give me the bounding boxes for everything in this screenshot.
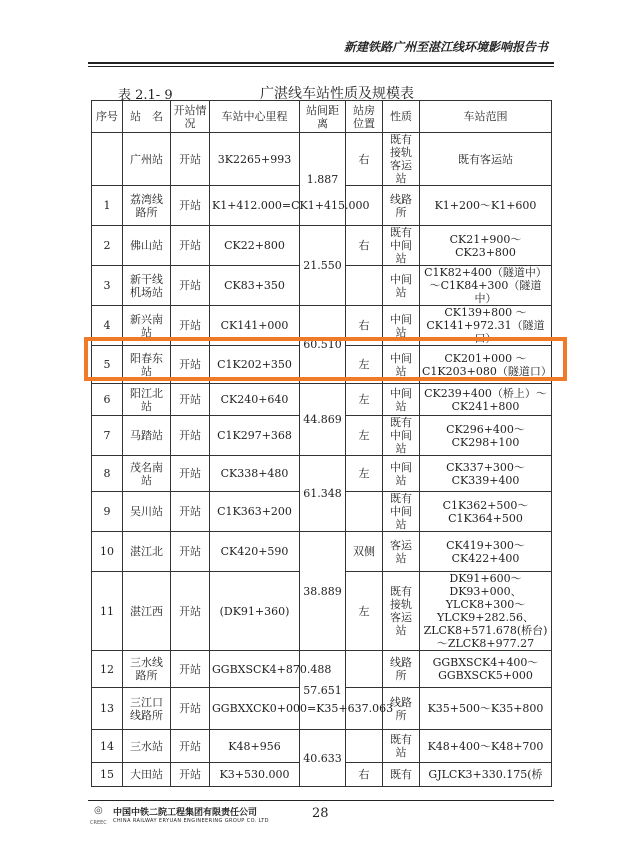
cell-pos [346, 651, 383, 688]
cell-pos: 双侧 [346, 532, 383, 572]
cell-pos: 右 [346, 306, 383, 346]
table-row [92, 226, 552, 266]
cell-center: CK83+350 [210, 266, 300, 306]
cell-open: 开站 [171, 730, 210, 763]
cell-open: 开站 [171, 306, 210, 346]
highlight-box [84, 337, 567, 381]
cell-no [92, 133, 123, 186]
cell-open: 开站 [171, 763, 210, 787]
cell-nature: 线路所 [383, 688, 420, 730]
cell-center: C1K297+368 [210, 416, 300, 456]
cell-open: 开站 [171, 456, 210, 492]
cell-nature: 既有站 [383, 730, 420, 763]
cell-no: 7 [92, 416, 123, 456]
cell-nature: 既有中间站 [383, 416, 420, 456]
cell-range: C1K362+500～C1K364+500 [420, 492, 552, 532]
cell-center: K48+956 [210, 730, 300, 763]
cell-open: 开站 [171, 492, 210, 532]
cell-distance: 21.550 [300, 226, 346, 306]
cell-open: 开站 [171, 572, 210, 651]
cell-name: 阳春东站 [123, 346, 171, 384]
cell-range: K1+200～K1+600 [420, 186, 552, 226]
cell-distance: 61.348 [300, 456, 346, 532]
cell-distance: 60.510 [300, 306, 346, 384]
cell-name: 湛江西 [123, 572, 171, 651]
station-table [91, 100, 552, 787]
cell-no: 9 [92, 492, 123, 532]
cell-open: 开站 [171, 133, 210, 186]
cell-nature: 中间站 [383, 306, 420, 346]
cell-range: K35+500～K35+800 [420, 688, 552, 730]
cell-open: 开站 [171, 186, 210, 226]
header-rule [88, 62, 554, 64]
cell-distance: 57.651 [300, 651, 346, 730]
cell-range: CK21+900～CK23+800 [420, 226, 552, 266]
cell-range: K48+400～K48+700 [420, 730, 552, 763]
cell-range: GJLCK3+330.175(桥 [420, 763, 552, 787]
cell-pos [346, 266, 383, 306]
cell-pos: 右 [346, 133, 383, 186]
cell-open: 开站 [171, 532, 210, 572]
cell-no: 2 [92, 226, 123, 266]
cell-nature: 中间站 [383, 266, 420, 306]
col-header: 站 名 [123, 101, 171, 133]
report-header-title: 新建铁路广州至湛江线环境影响报告书 [343, 40, 548, 54]
table-row [92, 384, 552, 416]
cell-range: GGBXSCK4+400～GGBXSCK5+000 [420, 651, 552, 688]
cell-distance: 38.889 [300, 532, 346, 651]
table-row [92, 651, 552, 688]
col-header: 站房位置 [346, 101, 383, 133]
cell-center: K3+530.000 [210, 763, 300, 787]
cell-no: 4 [92, 306, 123, 346]
cell-no: 3 [92, 266, 123, 306]
table-row [92, 456, 552, 492]
cell-pos: 右 [346, 226, 383, 266]
table-header-row [92, 101, 552, 133]
cell-center: C1K202+350 [210, 346, 300, 384]
cell-pos: 左 [346, 572, 383, 651]
cell-nature: 既有中间站 [383, 226, 420, 266]
cell-name: 马踏站 [123, 416, 171, 456]
cell-name: 新兴南站 [123, 306, 171, 346]
cell-range: CK239+400（桥上）～CK241+800 [420, 384, 552, 416]
footer-rule [88, 800, 554, 801]
cell-nature: 客运站 [383, 532, 420, 572]
cell-name: 大田站 [123, 763, 171, 787]
cell-no: 8 [92, 456, 123, 492]
cell-no: 5 [92, 346, 123, 384]
cell-nature: 中间站 [383, 346, 420, 384]
col-header: 序号 [92, 101, 123, 133]
cell-nature: 既有 [383, 763, 420, 787]
logo-caption: CREEC [90, 820, 107, 826]
table-number: 表 2.1- 9 [118, 88, 173, 103]
header-rule-thin [88, 66, 554, 67]
cell-open: 开站 [171, 384, 210, 416]
cell-nature: 线路所 [383, 186, 420, 226]
cell-range: CK139+800 ～CK141+972.31（隧道口） [420, 306, 552, 346]
table-row [92, 730, 552, 763]
cell-pos: 左 [346, 346, 383, 384]
table-row [92, 133, 552, 186]
table-row [92, 532, 552, 572]
cell-open: 开站 [171, 416, 210, 456]
company-logo-icon: ◎ [94, 805, 103, 816]
cell-nature: 既有接轨客运站 [383, 133, 420, 186]
cell-nature: 线路所 [383, 651, 420, 688]
footer-company-cn: 中国中铁二院工程集团有限责任公司 [113, 808, 258, 818]
col-header: 车站中心里程 [210, 101, 300, 133]
cell-center: C1K363+200 [210, 492, 300, 532]
cell-range: DK91+600～DK93+000、YLCK8+300～YLCK9+282.56、ZLCK8+571.678(桥台)～ZLCK8+977.27 [420, 572, 552, 651]
cell-no: 12 [92, 651, 123, 688]
cell-name: 茂名南站 [123, 456, 171, 492]
cell-nature: 中间站 [383, 456, 420, 492]
cell-range: CK419+300～CK422+400 [420, 532, 552, 572]
cell-open: 开站 [171, 651, 210, 688]
col-header: 开站情况 [171, 101, 210, 133]
cell-pos: 左 [346, 416, 383, 456]
cell-no: 10 [92, 532, 123, 572]
cell-open: 开站 [171, 226, 210, 266]
cell-name: 吴川站 [123, 492, 171, 532]
cell-pos: 左 [346, 456, 383, 492]
table-title: 广湛线车站性质及规模表 [260, 86, 414, 102]
cell-nature: 既有接轨客运站 [383, 572, 420, 651]
cell-distance: 1.887 [300, 133, 346, 226]
cell-center: CK240+640 [210, 384, 300, 416]
col-header: 车站范围 [420, 101, 552, 133]
cell-range: 既有客运站 [420, 133, 552, 186]
cell-no: 11 [92, 572, 123, 651]
cell-nature: 中间站 [383, 384, 420, 416]
cell-name: 广州站 [123, 133, 171, 186]
cell-center: CK22+800 [210, 226, 300, 266]
cell-no: 1 [92, 186, 123, 226]
cell-open: 开站 [171, 688, 210, 730]
cell-name: 湛江北 [123, 532, 171, 572]
cell-range: CK296+400～CK298+100 [420, 416, 552, 456]
cell-distance: 44.869 [300, 384, 346, 456]
cell-name: 荔湾线路所 [123, 186, 171, 226]
cell-center: (DK91+360) [210, 572, 300, 651]
cell-name: 佛山站 [123, 226, 171, 266]
cell-center: CK338+480 [210, 456, 300, 492]
page-number: 28 [312, 806, 329, 821]
cell-pos [346, 730, 383, 763]
cell-range: CK337+300～CK339+400 [420, 456, 552, 492]
cell-pos [346, 492, 383, 532]
cell-center: GGBXSCK4+870.488 [210, 651, 300, 688]
col-header: 站间距离 [300, 101, 346, 133]
cell-name: 三水线路所 [123, 651, 171, 688]
cell-center: K1+412.000=CK1+415.000 [210, 186, 300, 226]
cell-no: 6 [92, 384, 123, 416]
cell-name: 新干线机场站 [123, 266, 171, 306]
cell-name: 三江口线路所 [123, 688, 171, 730]
cell-range: CK201+000 ～C1K203+080（隧道口） [420, 346, 552, 384]
col-header: 性质 [383, 101, 420, 133]
cell-open: 开站 [171, 266, 210, 306]
cell-no: 13 [92, 688, 123, 730]
cell-pos: 右 [346, 763, 383, 787]
cell-no: 15 [92, 763, 123, 787]
cell-name: 三水站 [123, 730, 171, 763]
cell-pos: 左 [346, 384, 383, 416]
cell-center: CK141+000 [210, 306, 300, 346]
cell-range: C1K82+400（隧道中）～C1K84+300（隧道中） [420, 266, 552, 306]
cell-name: 阳江北站 [123, 384, 171, 416]
cell-center: 3K2265+993 [210, 133, 300, 186]
cell-distance: 40.633 [300, 730, 346, 787]
cell-nature: 既有中间站 [383, 492, 420, 532]
cell-open: 开站 [171, 346, 210, 384]
cell-no: 14 [92, 730, 123, 763]
cell-center: CK420+590 [210, 532, 300, 572]
footer-company-en: CHINA RAILWAY ERYUAN ENGINEERING GROUP CO. LTD [113, 818, 269, 824]
cell-center: GGBXXCK0+000=K35+637.063 [210, 688, 300, 730]
